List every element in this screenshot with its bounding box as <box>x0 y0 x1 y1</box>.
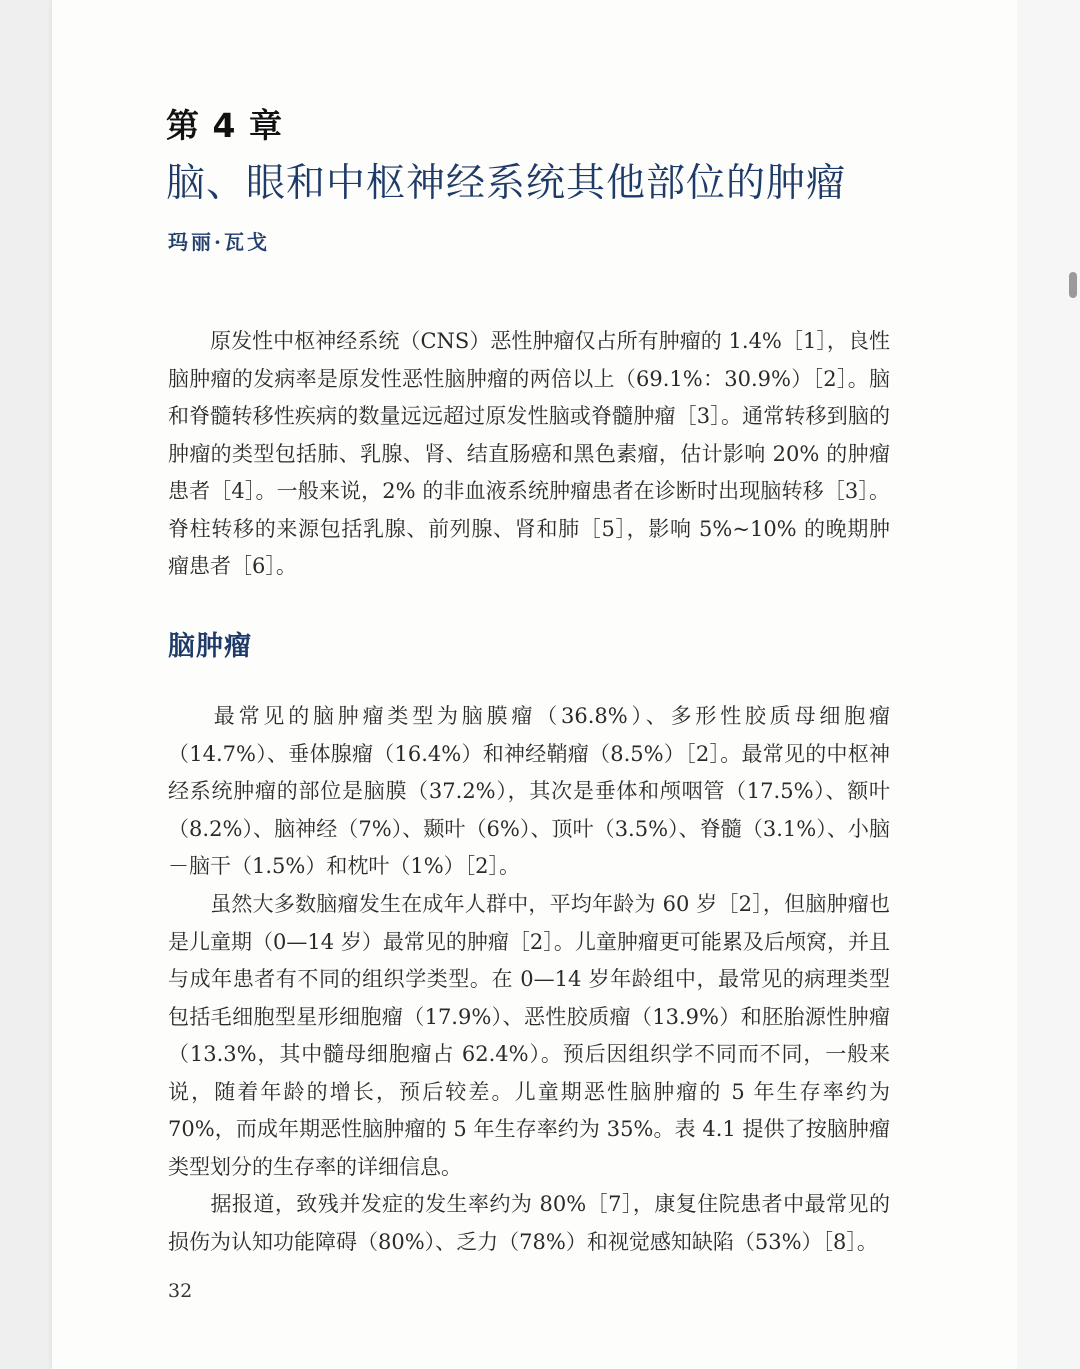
intro-paragraph-text: 原发性中枢神经系统（CNS）恶性肿瘤仅占所有肿瘤的 1.4%［1］，良性脑肿瘤的发病率是原发性恶性脑肿瘤的两倍以上（69.1%：30.9%）［2］。脑和脊髓转移性疾病的数量远远超过原发性脑或脊髓肿瘤［3］。通常转移到脑的肿瘤的类型包括肺、乳腺、肾、结直肠癌和黑色素瘤，估计影响 20% 的肿瘤患者［4］。一般来说，2% 的非血液系统肿瘤患者在诊断时出现脑转移［3］。脊柱转移的来源包括乳腺、前列腺、肾和肺［5］，影响 5%~10% 的晚期肿瘤患者［6］。 <box>168 329 890 578</box>
body-paragraph-1-text: 最常见的脑肿瘤类型为脑膜瘤（36.8%）、多形性胶质母细胞瘤（14.7%）、垂体腺瘤（16.4%）和神经鞘瘤（8.5%）［2］。最常见的中枢神经系统肿瘤的部位是脑膜（37.2%），其次是垂体和颅咽管（17.5%）、额叶（8.2%）、脑神经（7%）、颞叶（6%）、顶叶（3.5%）、脊髓（3.1%）、小脑－脑干（1.5%）和枕叶（1%）［2］。 <box>168 704 890 878</box>
body-paragraph-1 <box>168 698 890 886</box>
body-paragraph-2-text: 虽然大多数脑瘤发生在成年人群中，平均年龄为 60 岁［2］，但脑肿瘤也是儿童期（0—14 岁）最常见的肿瘤［2］。儿童肿瘤更可能累及后颅窝，并且与成年患者有不同的组织学类型。在 0—14 岁年龄组中，最常见的病理类型包括毛细胞型星形细胞瘤（17.9%）、恶性胶质瘤（13.9%）和胚胎源性肿瘤（13.3%，其中髓母细胞瘤占 62.4%）。预后因组织学不同而不同，一般来说，随着年龄的增长，预后较差。儿童期恶性脑肿瘤的 5 年生存率约为 70%，而成年期恶性脑肿瘤的 5 年生存率约为 35%。表 4.1 提供了按脑肿瘤类型划分的生存率的详细信息。 <box>168 892 890 1179</box>
page-number: 32 <box>168 1280 193 1302</box>
body-paragraph-3-text: 据报道，致残并发症的发生率约为 80%［7］，康复住院患者中最常见的损伤为认知功能障碍（80%）、乏力（78%）和视觉感知缺陷（53%）［8］。 <box>168 1192 890 1254</box>
viewer-margin <box>1017 0 1080 1369</box>
section-heading: 脑肿瘤 <box>168 631 252 662</box>
intro-paragraph <box>168 323 890 586</box>
chapter-number: 第 4 章 <box>166 106 283 145</box>
chapter-title: 脑、眼和中枢神经系统其他部位的肿瘤 <box>166 161 847 206</box>
body-paragraph-3 <box>168 1186 890 1261</box>
body-paragraph-2 <box>168 886 890 1186</box>
author-name: 玛丽·瓦戈 <box>168 230 270 254</box>
scrollbar-thumb[interactable] <box>1069 272 1077 298</box>
